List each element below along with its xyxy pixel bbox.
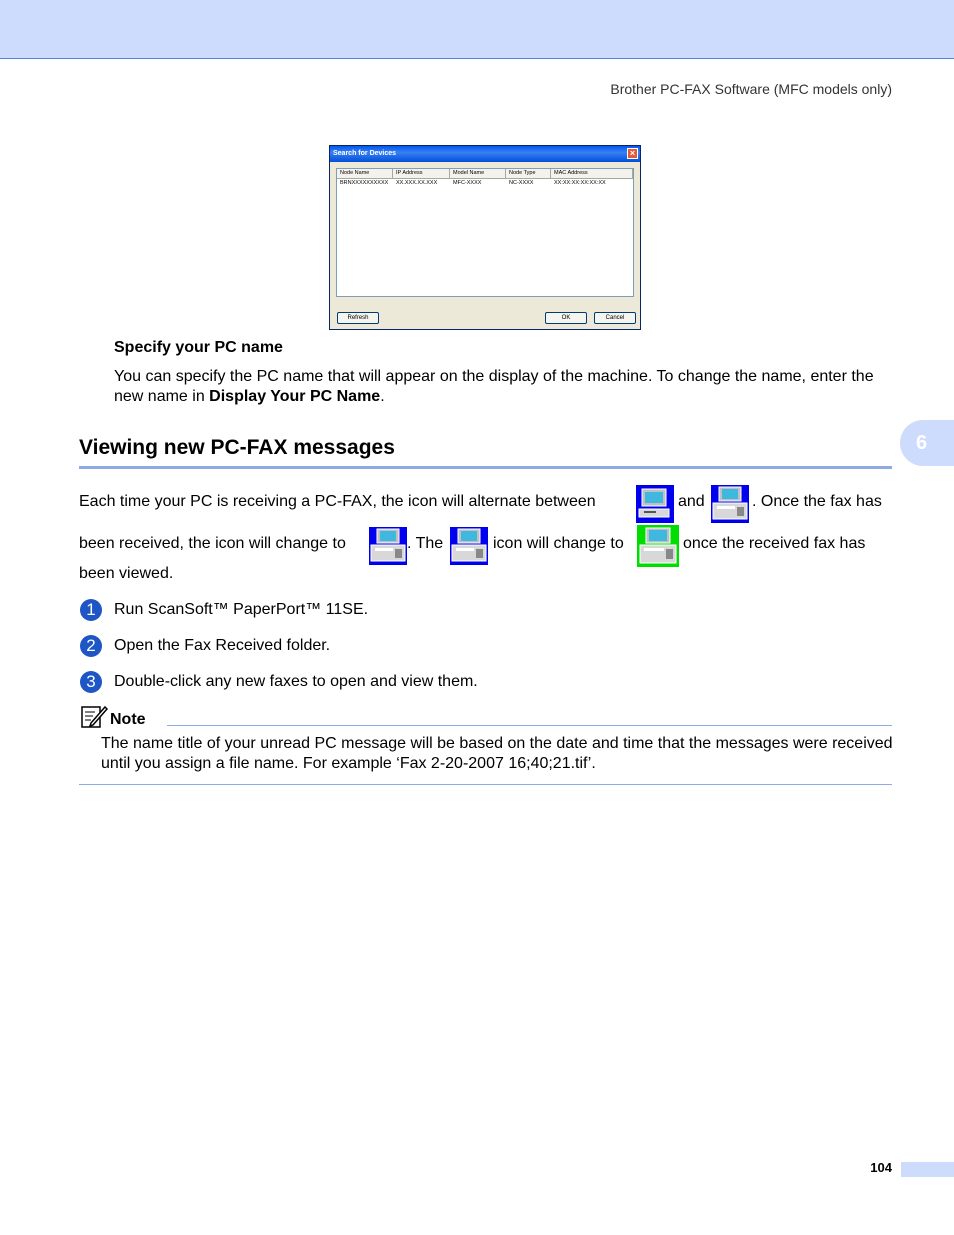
running-header: Brother PC-FAX Software (MFC models only) [610,81,892,97]
close-icon[interactable]: × [627,148,638,159]
step-number: 3 [80,671,102,693]
footer-accent-bar [901,1162,954,1177]
note-pencil-icon [81,704,108,733]
chapter-tab: 6 [900,420,954,466]
page-number: 104 [870,1160,892,1175]
body-text: once the received fax has [683,535,866,552]
device-list[interactable] [336,168,634,297]
note-label: Note [110,711,146,728]
body-text: . Once the fax has [752,493,882,510]
step-text: Run ScanSoft™ PaperPort™ 11SE. [114,601,369,618]
body-text: Each time your PC is receiving a PC-FAX, the icon will alternate between [79,493,596,510]
device-model-name: MFC-XXXX [453,180,482,186]
body-text: . The [407,535,444,552]
cancel-button[interactable]: Cancel [594,312,636,324]
search-devices-dialog [329,145,641,330]
specify-pc-name-text: You can specify the PC name that will appear on the display of the machine. To change the name, enter the new name in Display Your PC Name. [114,368,874,405]
display-your-pc-name-term: Display Your PC Name [209,388,381,405]
section-title: Viewing new PC-FAX messages [79,436,395,459]
specify-pc-name-heading: Specify your PC name [114,339,283,356]
device-ip-address: XX.XXX.XX.XXX [396,180,438,186]
device-node-type: NC-XXXX [509,180,534,186]
pc-fax-received-icon [450,527,488,565]
step-number: 2 [80,635,102,657]
note-text: The name title of your unread PC message will be based on the date and time that the messages were received until you assign a file name. For example ‘Fax 2-20-2007 16;40;21.tif’. [101,735,893,772]
device-mac-address: XX:XX:XX:XX:XX:XX [554,180,606,186]
pc-fax-viewed-icon [637,525,679,567]
ok-button[interactable]: OK [545,312,587,324]
column-header[interactable]: MAC Address [551,169,633,178]
dialog-title: Search for Devices [333,150,397,157]
table-row[interactable] [337,179,633,188]
section-divider [79,466,892,469]
pc-fax-received-icon [369,527,407,565]
body-text: and [678,493,705,510]
column-header[interactable]: Node Name [337,169,393,178]
step-text: Double-click any new faxes to open and view them. [114,673,478,690]
note-divider-bottom [79,784,892,785]
column-header[interactable]: IP Address [393,169,450,178]
column-header[interactable]: Node Type [506,169,551,178]
refresh-button[interactable]: Refresh [337,312,379,324]
device-node-name: BRNXXXXXXXXXX [340,180,389,186]
step-number: 1 [80,599,102,621]
body-text: been viewed. [79,565,174,582]
dialog-title-bar [330,146,640,162]
top-banner [0,0,954,59]
pc-fax-receiving-alt-icon [711,485,749,523]
note-divider-top [167,725,892,726]
step-text: Open the Fax Received folder. [114,637,331,654]
body-text: been received, the icon will change to [79,535,346,552]
pc-fax-receiving-icon [636,485,674,523]
column-header[interactable]: Model Name [450,169,506,178]
body-text: icon will change to [493,535,624,552]
device-list-header [337,169,633,179]
